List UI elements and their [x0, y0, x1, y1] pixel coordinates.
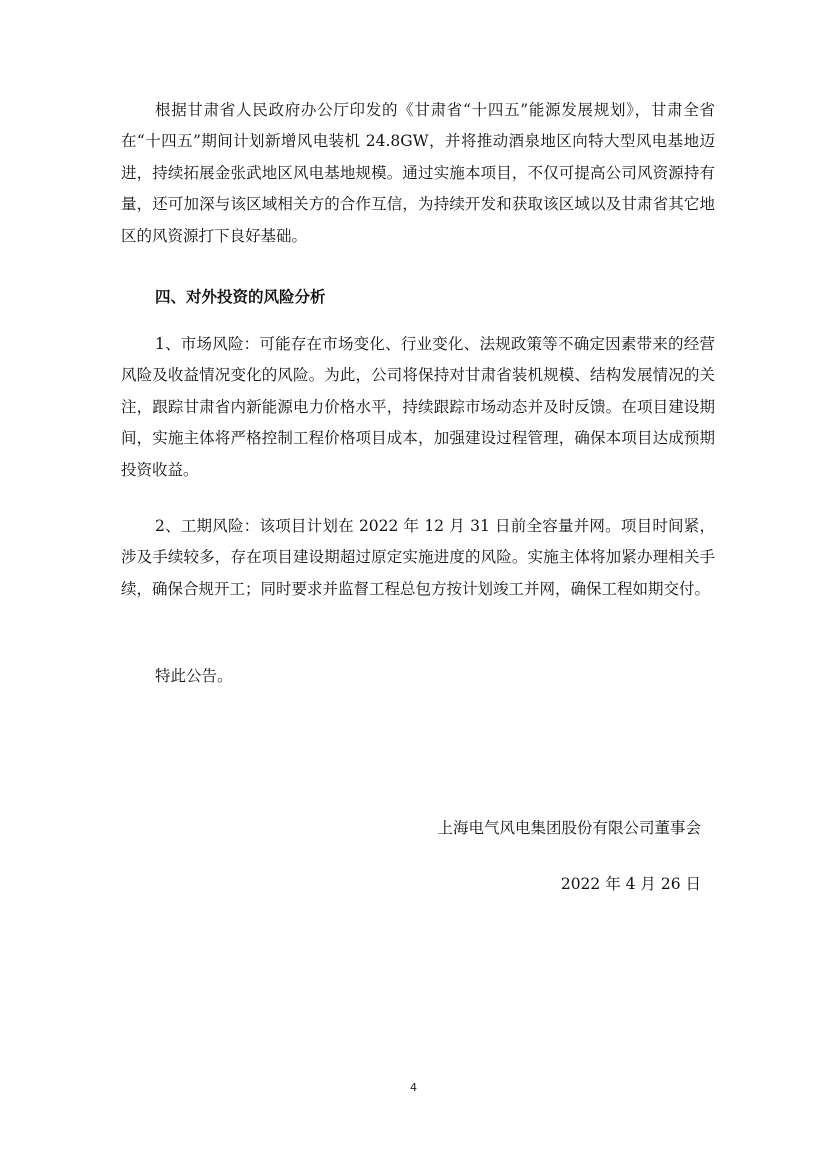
body-paragraph-schedule-risk: 2、工期风险：该项目计划在 2022 年 12 月 31 日前全容量并网。项目时间紧，涉及手续较多，存在项目建设期超过原定实施进度的风险。实施主体将加紧办理相关手续，确保合规开工；同时要求并监督工程总包方按计划竣工并网，确保工程如期交付。 — [121, 517, 715, 598]
section-heading-risk-analysis: 四、对外投资的风险分析 — [155, 287, 326, 306]
signatory-board: 上海电气风电集团股份有限公司董事会 — [437, 819, 701, 837]
page-number: 4 — [410, 1081, 417, 1094]
signature-date: 2022 年 4 月 26 日 — [560, 875, 701, 893]
closing-statement: 特此公告。 — [155, 667, 233, 685]
body-paragraph-planning: 根据甘肃省人民政府办公厅印发的《甘肃省“十四五”能源发展规划》，甘肃全省在“十四五”期间计划新增风电装机 24.8GW，并将推动酒泉地区向特大型风电基地迈进，持续拓展金张武地区风电基地规模。通过实施本项目，不仅可提高公司风资源持有量，还可加深与该区域相关方的合作互信，为持续开发和获取该区域以及甘肃省其它地区的风资源打下良好基础。 — [121, 101, 715, 245]
body-paragraph-market-risk: 1、市场风险：可能存在市场变化、行业变化、法规政策等不确定因素带来的经营风险及收益情况变化的风险。为此，公司将保持对甘肃省装机规模、结构发展情况的关注，跟踪甘肃省内新能源电力价格水平，持续跟踪市场动态并及时反馈。在项目建设期间，实施主体将严格控制工程价格项目成本，加强建设过程管理，确保本项目达成预期投资收益。 — [121, 335, 715, 479]
